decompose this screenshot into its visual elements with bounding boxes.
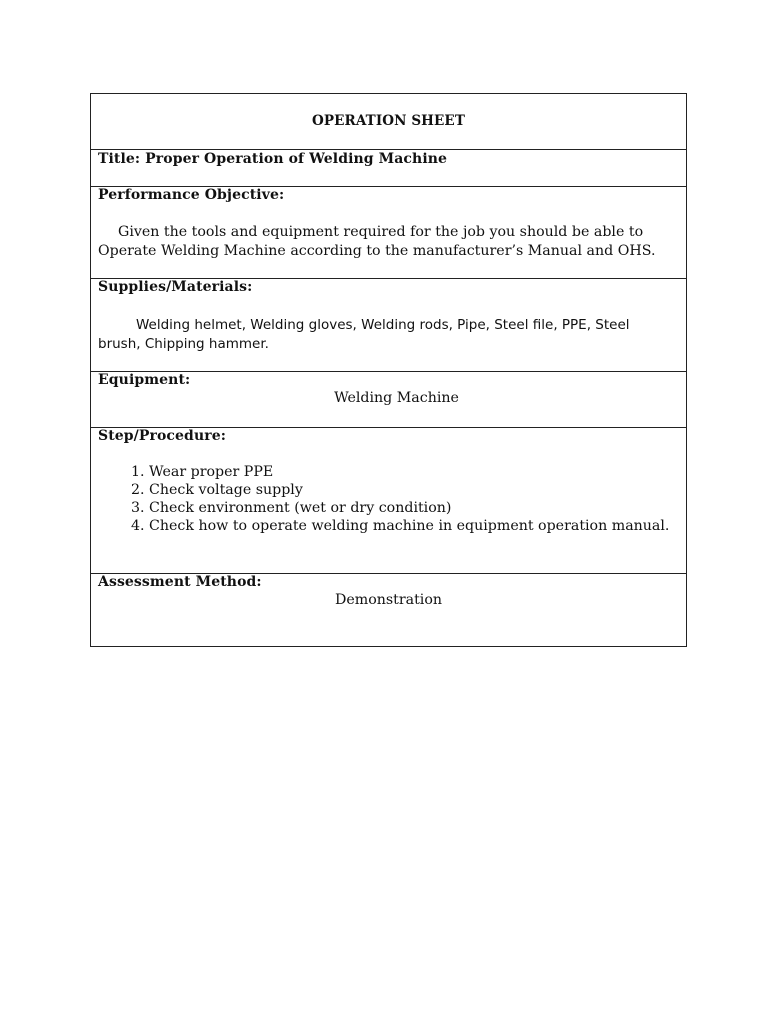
supplies-row [91,278,686,371]
operation-sheet-table [90,93,687,647]
procedure-label: Step/Procedure: [98,428,226,444]
equipment-row [91,371,686,427]
supplies-text: Welding helmet, Welding gloves, Welding rods, Pipe, Steel file, PPE, Steel brush, Chipping hammer. [98,317,630,352]
title-row [91,149,686,186]
sheet-title: Title: Proper Operation of Welding Machine [98,151,448,167]
procedure-step: 3. Check environment (wet or dry condition) [131,500,452,516]
objective-label: Performance Objective: [98,187,285,203]
assessment-label: Assessment Method: [98,574,262,590]
procedure-step: 2. Check voltage supply [131,482,303,498]
supplies-label: Supplies/Materials: [98,279,253,295]
assessment-row [91,573,686,646]
sheet-header: OPERATION SHEET [312,113,465,129]
objective-text: Given the tools and equipment required for the job you should be able to Operate Welding Machine according to the manufacturer’s Manual and OHS. [98,224,656,259]
procedure-steps [98,463,676,535]
assessment-value: Demonstration [334,592,443,608]
procedure-row [91,427,686,573]
equipment-value: Welding Machine [334,390,459,406]
procedure-step: 1. Wear proper PPE [131,464,274,480]
equipment-label: Equipment: [98,372,191,388]
header-row [91,94,686,149]
procedure-step: 4. Check how to operate welding machine in equipment operation manual. [131,518,670,534]
objective-row [91,186,686,278]
